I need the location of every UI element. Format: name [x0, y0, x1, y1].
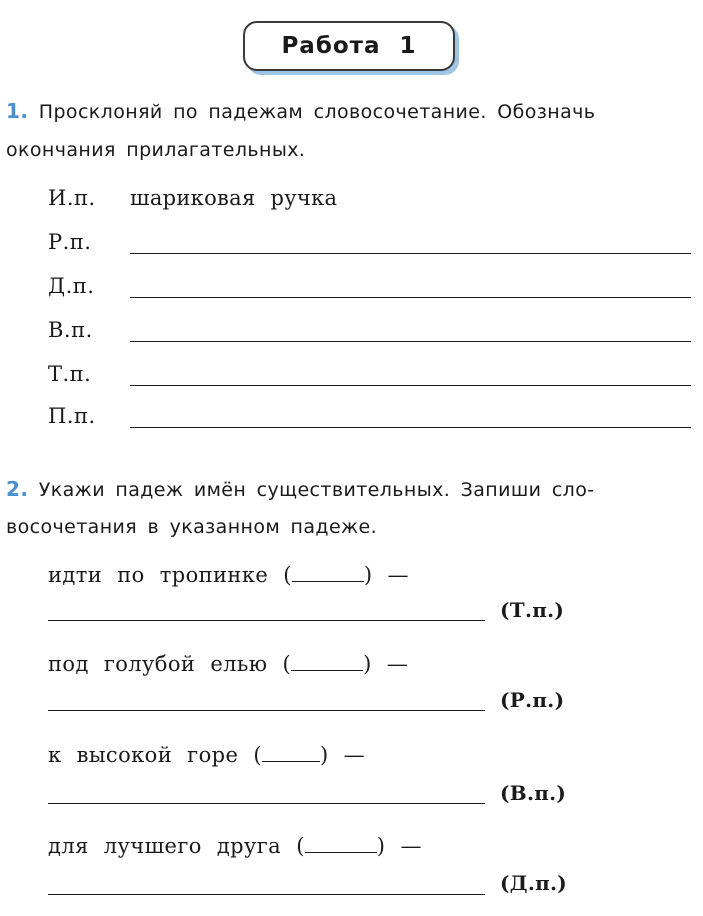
case-hint: (В.п.)	[500, 781, 567, 805]
close-paren: )	[363, 652, 372, 676]
task-1-instruction-line-2	[6, 137, 305, 163]
close-paren: )	[319, 743, 329, 767]
case-row-nominative	[48, 186, 691, 212]
case-blank[interactable]	[262, 743, 320, 762]
case-label: И.п.	[48, 186, 96, 210]
phrase-item-3	[48, 743, 365, 767]
case-hint: (Т.п.)	[500, 598, 565, 622]
case-hint: (Д.п.)	[500, 871, 568, 895]
task-1-number: 1.	[6, 99, 29, 123]
open-paren: (	[283, 563, 292, 587]
answer-blank-line[interactable]	[48, 803, 485, 804]
case-blank[interactable]	[291, 652, 363, 671]
phrase-text: для лучшего друга	[48, 834, 282, 858]
open-paren: (	[296, 834, 305, 858]
task-2-number: 2.	[6, 477, 29, 501]
case-row-accusative	[48, 318, 691, 344]
case-label: Р.п.	[48, 230, 92, 254]
open-paren: (	[253, 743, 262, 767]
answer-blank-line[interactable]	[130, 427, 691, 428]
answer-blank-line[interactable]	[48, 620, 485, 621]
answer-blank-line[interactable]	[130, 341, 691, 342]
answer-blank-line[interactable]	[130, 385, 691, 386]
case-label: Т.п.	[48, 362, 92, 386]
task-2-text-1: Укажи падеж имён существительных. Запиши сло-	[38, 479, 595, 501]
dash: —	[386, 652, 409, 676]
case-label: В.п.	[48, 318, 93, 342]
case-label: П.п.	[48, 404, 96, 428]
phrase-item-4	[48, 834, 422, 858]
case-blank[interactable]	[292, 563, 364, 582]
dash: —	[343, 743, 366, 767]
case-value: шариковая ручка	[130, 186, 338, 210]
answer-blank-line[interactable]	[48, 894, 485, 895]
case-row-dative	[48, 274, 691, 300]
task-1-text-1: Просклоняй по падежам словосочетание. Обозначь	[38, 101, 596, 123]
close-paren: )	[363, 563, 373, 587]
task-1-text-2: окончания прилагательных.	[6, 139, 306, 161]
close-paren: )	[376, 834, 386, 858]
case-blank[interactable]	[305, 834, 377, 853]
case-label: Д.п.	[48, 274, 95, 298]
case-row-genitive	[48, 230, 691, 256]
answer-blank-line[interactable]	[130, 297, 691, 298]
case-hint: (Р.п.)	[500, 688, 565, 712]
phrase-text: под голубой елью	[48, 652, 268, 676]
answer-blank-line[interactable]	[130, 253, 691, 254]
task-2-instruction-line-1	[6, 476, 595, 503]
task-2-text-2: восочетания в указанном падеже.	[6, 516, 378, 538]
case-row-instrumental	[48, 362, 691, 388]
phrase-item-2	[48, 652, 408, 676]
phrase-text: к высокой горе	[48, 743, 239, 767]
phrase-text: идти по тропинке	[48, 563, 269, 587]
dash: —	[400, 834, 422, 858]
task-1-instruction-line-1	[6, 98, 595, 125]
dash: —	[387, 563, 409, 587]
worksheet-title: Работа 1	[281, 33, 417, 59]
case-row-prepositional	[48, 404, 691, 430]
phrase-item-1	[48, 563, 409, 587]
answer-blank-line[interactable]	[48, 710, 485, 711]
worksheet-title-box	[243, 21, 455, 71]
open-paren: (	[282, 652, 292, 676]
task-2-instruction-line-2	[6, 514, 377, 540]
